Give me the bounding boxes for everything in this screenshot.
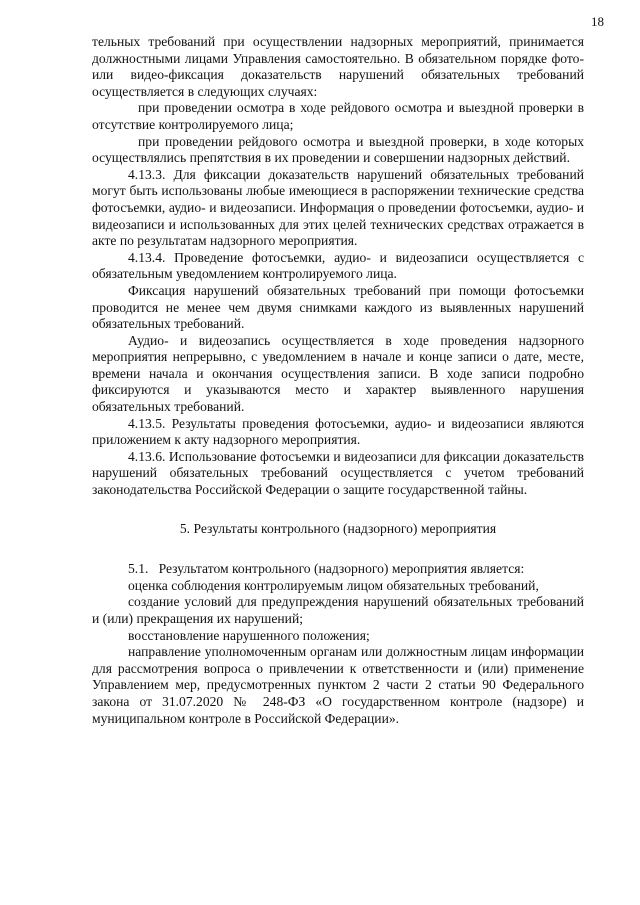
paragraph-case-2: при проведении рейдового осмотра и выездной проверки, в ходе которых осуществлялись препятствия в их проведении и совершении надзорных действий. [92, 133, 584, 166]
result-item-2: создание условий для предупреждения нарушений обязательных требований и (или) прекращения их нарушений; [92, 594, 584, 626]
paragraph-case-1: при проведении осмотра в ходе рейдового осмотра и выездной проверки в отсутствие контролируемого лица; [92, 100, 584, 132]
section-5-title: 5. Результаты контрольного (надзорного) мероприятия [179, 520, 497, 536]
paragraph-audio-video: Аудио- и видеозапись осуществляется в ходе проведения надзорного мероприятия непрерывно, с уведомлением в начале и конце записи о дате, месте, времени начала и окончания осуществления записи. В ходе записи подробно фиксируются и указываются место и характер выявленного нарушения обязательных требований. [92, 332, 584, 415]
clause-5-1: 5.1. Результатом контрольного (надзорного) мероприятия является: [128, 561, 525, 577]
document-body [92, 34, 584, 727]
result-item-4: направление уполномоченным органам или должностным лицам информации для рассмотрения вопроса о привлечении к ответственности и (или) применение Управлением мер, предусмотренных пунктом 2 части 2 статьи 90 Федерального закона от 31.07.2020 № 248-ФЗ «О государственном контроле (надзоре) и муниципальном контроле в Российской Федерации». [92, 644, 584, 726]
page-number: 18 [591, 14, 604, 29]
paragraph-4-13-5: 4.13.5. Результаты проведения фотосъемки, аудио- и видеозаписи являются приложением к акту надзорного мероприятия. [92, 415, 584, 448]
result-item-3: восстановление нарушенного положения; [128, 627, 370, 643]
paragraph-continuation: тельных требований при осуществлении надзорных мероприятий, принимается должностными лицами Управления самостоятельно. В обязательном порядке фото- или видео-фиксация доказательств нарушений обязательных требований осуществляется в следующих случаях: [92, 34, 584, 99]
paragraph-4-13-3: 4.13.3. Для фиксации доказательств нарушений обязательных требований могут быть использованы любые имеющиеся в распоряжении технические средства фотосъемки, аудио- и видеозаписи. Информация о проведении фотосъемки, аудио- и видеозаписи и использованных для этих целей технических средствах отражается в акте по результатам надзорного мероприятия. [92, 166, 584, 249]
paragraph-photo-fixation: Фиксация нарушений обязательных требований при помощи фотосъемки проводится не менее чем двумя снимками каждого из выявленных нарушений обязательных требований. [92, 282, 584, 332]
result-item-1: оценка соблюдения контролируемым лицом обязательных требований, [128, 577, 539, 593]
paragraph-4-13-4: 4.13.4. Проведение фотосъемки, аудио- и видеозаписи осуществляется с обязательным уведомлением контролируемого лица. [92, 249, 584, 282]
paragraph-4-13-6: 4.13.6. Использование фотосъемки и видеозаписи для фиксации доказательств нарушений обязательных требований осуществляется с учетом требований законодательства Российской Федерации о защите государственной тайны. [92, 448, 584, 498]
